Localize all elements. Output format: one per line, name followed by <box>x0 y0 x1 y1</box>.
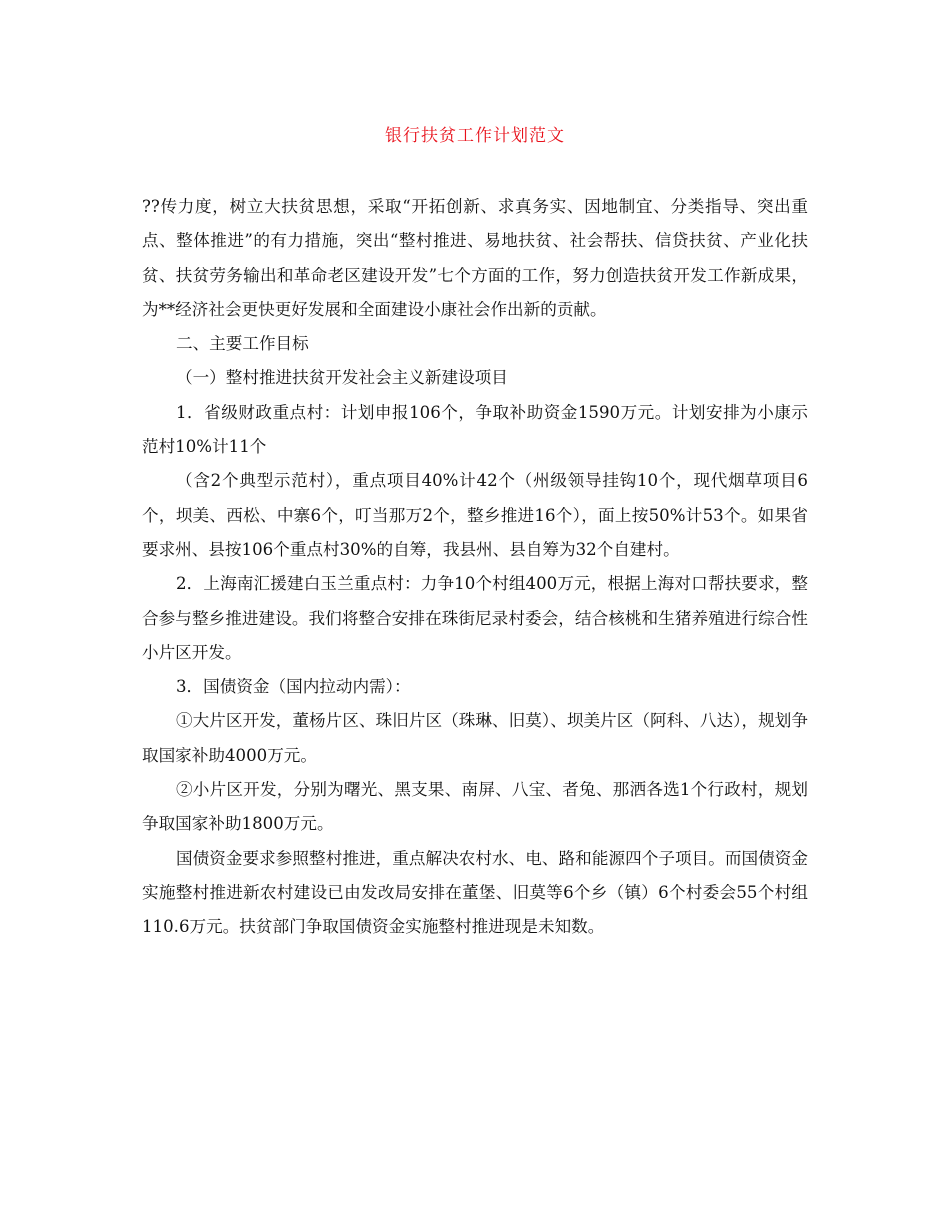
paragraph-intro: ??传力度，树立大扶贫思想，采取“开拓创新、求真务实、因地制宜、分类指导、突出重点、整体推进”的有力措施，突出“整村推进、易地扶贫、社会帮扶、信贷扶贫、产业化扶贫、扶贫劳务输出和革命老区建设开发”七个方面的工作，努力创造扶贫开发工作新成果，为**经济社会更快更好发展和全面建设小康社会作出新的贡献。 <box>142 197 808 319</box>
section-heading-goals: 二、主要工作目标 <box>176 334 309 354</box>
document-body <box>142 190 808 945</box>
paragraph-item-2: 2．上海南汇援建白玉兰重点村：力争10个村组400万元，根据上海对口帮扶要求，整合参与整乡推进建设。我们将整合安排在珠街尼录村委会，结合核桃和生猪养殖进行综合性小片区开发。 <box>142 574 808 662</box>
document-title: 银行扶贫工作计划范文 <box>385 126 565 146</box>
subsection-heading-village-projects: （一）整村推进扶贫开发社会主义新建设项目 <box>176 368 508 388</box>
paragraph-item-1: 1．省级财政重点村：计划申报106个，争取补助资金1590万元。计划安排为小康示范村10%计11个 <box>142 402 808 457</box>
paragraph-item-1-continued: （含2个典型示范村），重点项目40%计42个（州级领导挂钩10个，现代烟草项目6个，坝美、西松、中寨6个，叮当那万2个，整乡推进16个），面上按50%计53个。如果省要求州、县按106个重点村30%的自筹，我县州、县自筹为32个自建村。 <box>142 471 808 559</box>
paragraph-item-3-small-area: ②小片区开发，分别为曙光、黑支果、南屏、八宝、者兔、那洒各选1个行政村，规划争取国家补助1800万元。 <box>142 780 808 834</box>
paragraph-item-3: 3．国债资金（国内拉动内需）： <box>176 677 411 697</box>
paragraph-bond-funds: 国债资金要求参照整村推进，重点解决农村水、电、路和能源四个子项目。而国债资金实施整村推进新农村建设已由发改局安排在董堡、旧莫等6个乡（镇）6个村委会55个村组110.6万元。扶贫部门争取国债资金实施整村推进现是未知数。 <box>142 848 808 937</box>
paragraph-item-3-large-area: ①大片区开发，董杨片区、珠旧片区（珠琳、旧莫）、坝美片区（阿科、八达），规划争取国家补助4000万元。 <box>142 711 808 765</box>
